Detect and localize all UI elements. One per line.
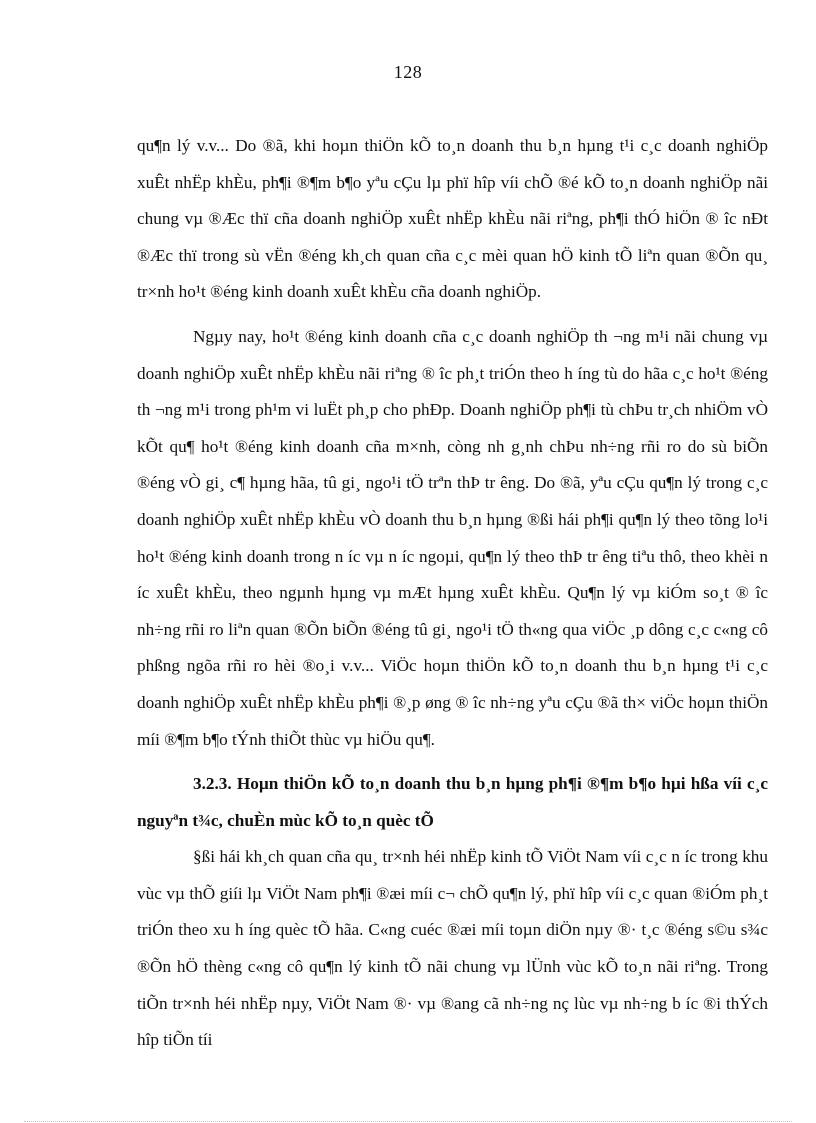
paragraph-continuation: qu¶n lý v.v... Do ®ã, khi hoµn thiÖn kÕ to¸n doanh thu b¸n hµng t¹i c¸c doanh nghiÖp xuÊt nhËp khÈu, ph¶i ®¶m b¶o yªu cÇu lµ phï hîp víi chÕ ®é kÕ to¸n doanh nghiÖp nãi chung vµ ®Æc thï cña doanh nghiÖp xuÊt nhËp khÈu nãi riªng, ph¶i thÓ hiÖn ® îc nÐt ®Æc thï trong sù vËn ®éng kh¸ch quan cña c¸c mèi quan hÖ kinh tÕ liªn quan ®Õn qu¸ tr×nh ho¹t ®éng kinh doanh xuÊt khÈu cña doanh nghiÖp.: [137, 136, 768, 302]
paragraph: Ngµy nay, ho¹t ®éng kinh doanh cña c¸c doanh nghiÖp th ¬ng m¹i nãi chung vµ doanh nghiÖp xuÊt nhËp khÈu nãi riªng ® îc ph¸t triÓn theo h íng tù do hãa c¸c ho¹t ®éng th ¬ng m¹i trong ph¹m vi luËt ph¸p cho phÐp. Doanh nghiÖp ph¶i tù chÞu tr¸ch nhiÖm vÒ kÕt qu¶ ho¹t ®éng kinh doanh cña m×nh, còng nh g¸nh chÞu nh÷ng rñi ro do sù biÕn ®éng vÒ gi¸ c¶ hµng hãa, tû gi¸ ngo¹i tÖ trªn thÞ tr êng. Do ®ã, yªu cÇu qu¶n lý trong c¸c doanh nghiÖp xuÊt nhËp khÈu vÒ doanh thu b¸n hµng ®ßi hái ph¶i qu¶n lý theo tõng lo¹i ho¹t ®éng kinh doanh trong n íc vµ n íc ngoµi, qu¶n lý theo thÞ tr êng tiªu thô, theo khèi n íc xuÊt khÈu, theo ngµnh hµng vµ mÆt hµng xuÊt khÈu. Qu¶n lý vµ kiÓm so¸t ® îc nh÷ng rñi ro liªn quan ®Õn biÕn ®éng tû gi¸ ngo¹i tÖ th«ng qua viÖc ¸p dông c¸c c«ng cô phßng ngõa rñi ro hèi ®o¸i v.v... ViÖc hoµn thiÖn kÕ to¸n doanh thu b¸n hµng t¹i c¸c doanh nghiÖp xuÊt nhËp khÈu ph¶i ®¸p øng ® îc nh÷ng yªu cÇu ®ã th× viÖc hoµn thiÖn míi ®¶m b¶o tÝnh thiÕt thùc vµ hiÖu qu¶.: [137, 326, 768, 749]
paragraph-gap: [137, 758, 768, 766]
paragraph-gap: [137, 311, 768, 319]
body-text: [137, 128, 768, 1059]
page-bottom-rule: [24, 1121, 792, 1122]
page-number: 128: [393, 62, 423, 82]
section-heading: 3.2.3. Hoµn thiÖn kÕ to¸n doanh thu b¸n hµng ph¶i ®¶m b¶o hµi hßa víi c¸c nguyªn t¾c, chuÈn mùc kÕ to¸n quèc tÕ: [137, 774, 768, 830]
paragraph: §ßi hái kh¸ch quan cña qu¸ tr×nh héi nhËp kinh tÕ ViÖt Nam víi c¸c n íc trong khu vùc vµ thÕ giíi lµ ViÖt Nam ph¶i ®æi míi c¬ chÕ qu¶n lý, phï hîp víi c¸c quan ®iÓm ph¸t triÓn theo xu h íng quèc tÕ hãa. C«ng cuéc ®æi míi toµn diÖn nµy ®· t¸c ®éng s©u s¾c ®Õn hÖ thèng c«ng cô qu¶n lý kinh tÕ nãi chung vµ lÜnh vùc kÕ to¸n nãi riªng. Trong tiÕn tr×nh héi nhËp nµy, ViÖt Nam ®· vµ ®ang cã nh÷ng nç lùc vµ nh÷ng b íc ®i thÝch hîp tiÕn tíi: [137, 847, 768, 1050]
